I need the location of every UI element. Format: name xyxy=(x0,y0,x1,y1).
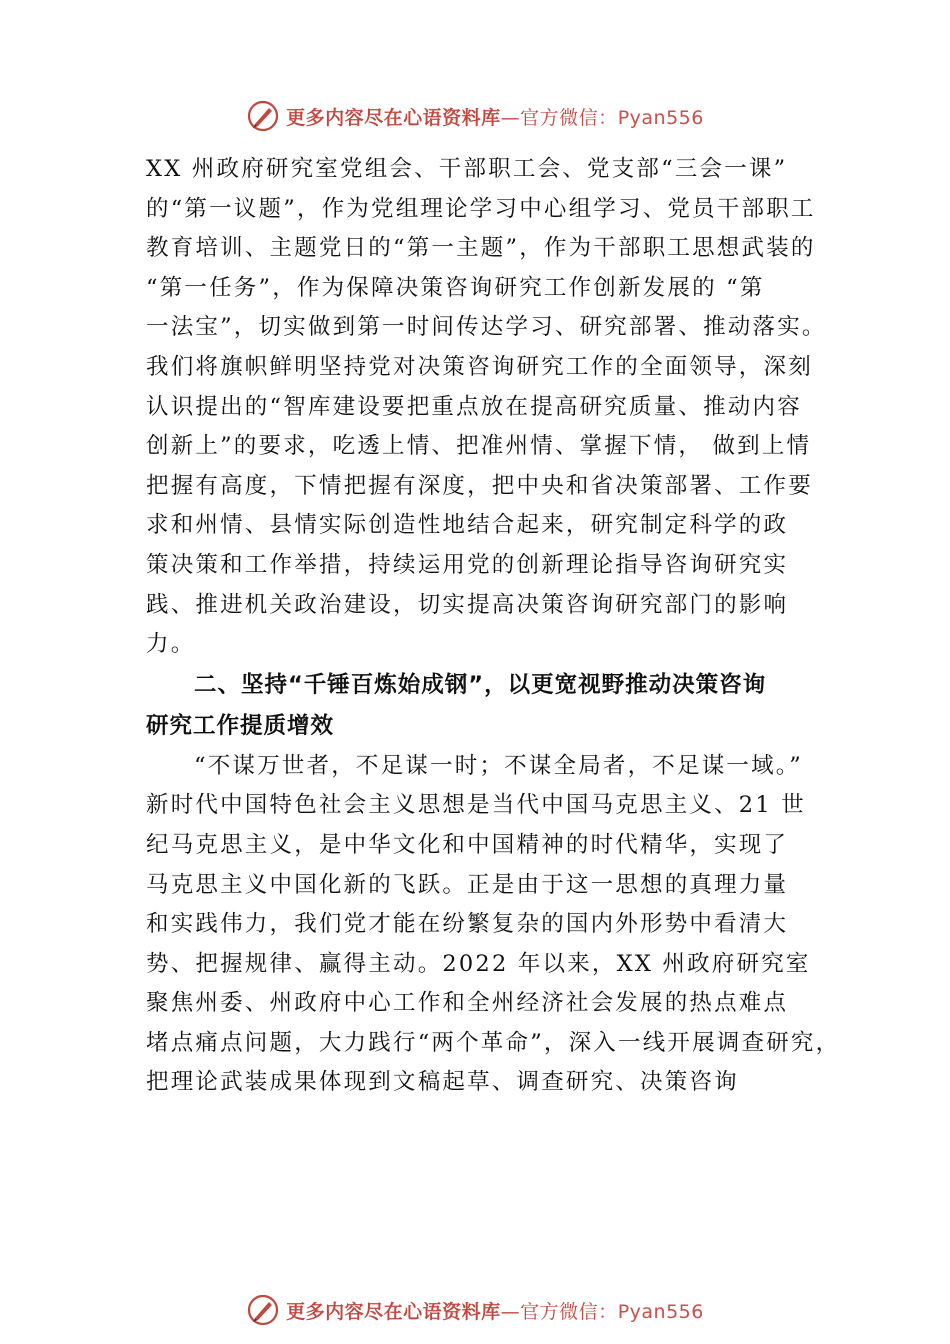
body-line: 践、推进机关政治建设，切实提高决策咨询研究部门的影响 xyxy=(146,591,789,618)
pen-circle-logo-icon xyxy=(246,99,280,133)
banner-account: Pyan556 xyxy=(617,1300,704,1323)
body-line: 纪马克思主义，是中华文化和中国精神的时代精华，实现了 xyxy=(146,831,789,858)
section-heading: 研究工作提质增效 xyxy=(146,712,335,739)
body-line: “第一任务”，作为保障决策咨询研究工作创新发展的 “第 xyxy=(146,274,765,301)
header-banner xyxy=(0,96,950,136)
body-line: 策决策和工作举措，持续运用党的创新理论指导咨询研究实 xyxy=(146,551,789,578)
banner-text xyxy=(286,103,704,130)
body-line: 把握有高度，下情把握有深度，把中央和省决策部署、工作要 xyxy=(146,472,813,499)
body-line: XX 州政府研究室党组会、干部职工会、党支部“三会一课” xyxy=(146,156,788,182)
body-line: 聚焦州委、州政府中心工作和全州经济社会发展的热点难点 xyxy=(146,990,789,1017)
body-line: 势、把握规律、赢得主动。2022 年以来，XX 州政府研究室 xyxy=(146,950,811,977)
body-line: 堵点痛点问题，大力践行“两个革命”，深入一线开展调查研究， xyxy=(146,1029,841,1056)
body-line: 把理论武装成果体现到文稿起草、调查研究、决策咨询 xyxy=(146,1069,739,1096)
banner-account-label: 官方微信： xyxy=(520,1300,618,1323)
body-line: 力。 xyxy=(146,631,196,658)
banner-text xyxy=(286,1297,704,1324)
body-line: 认识提出的“智库建设要把重点放在提高研究质量、推动内容 xyxy=(146,393,802,420)
body-line: 一法宝”，切实做到第一时间传达学习、研究部署、推动落实。 xyxy=(146,314,827,341)
banner-account-label: 官方微信： xyxy=(520,106,618,129)
section-heading: 二、坚持“千锤百炼始成钢”，以更宽视野推动决策咨询 xyxy=(194,671,767,698)
body-line: 马克思主义中国化新的飞跃。正是由于这一思想的真理力量 xyxy=(146,871,789,898)
document-body xyxy=(146,150,841,1103)
banner-account: Pyan556 xyxy=(617,106,704,129)
banner-separator: — xyxy=(500,1300,521,1323)
body-line: 我们将旗帜鲜明坚持党对决策咨询研究工作的全面领导，深刻 xyxy=(146,353,813,380)
body-line: 和实践伟力，我们党才能在纷繁复杂的国内外形势中看清大 xyxy=(146,911,789,938)
footer-banner xyxy=(0,1290,950,1330)
body-line: 创新上”的要求，吃透上情、把准州情、掌握下情， 做到上情 xyxy=(146,433,812,460)
body-line: 的“第一议题”，作为党组理论学习中心组学习、党员干部职工 xyxy=(146,195,816,222)
banner-brand: 更多内容尽在心语资料库 xyxy=(286,106,501,129)
banner-brand: 更多内容尽在心语资料库 xyxy=(286,1300,501,1323)
body-line: 求和州情、县情实际创造性地结合起来，研究制定科学的政 xyxy=(146,512,789,539)
pen-circle-logo-icon xyxy=(246,1293,280,1327)
body-line: 新时代中国特色社会主义思想是当代中国马克思主义、21 世 xyxy=(146,792,806,819)
body-line: “不谋万世者，不足谋一时；不谋全局者，不足谋一域。” xyxy=(194,752,803,779)
body-line: 教育培训、主题党日的“第一主题”，作为干部职工思想武装的 xyxy=(146,235,816,262)
banner-separator: — xyxy=(500,106,521,129)
